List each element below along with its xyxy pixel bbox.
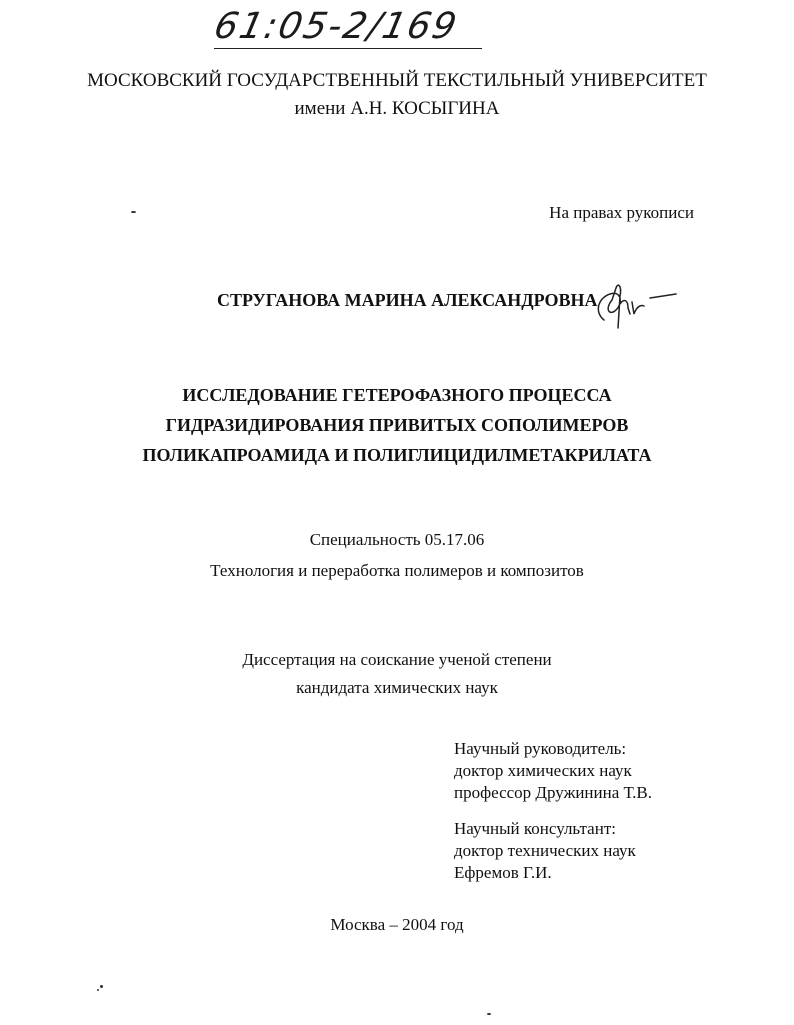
title-line: ПОЛИКАПРОАМИДА И ПОЛИГЛИЦИДИЛМЕТАКРИЛАТА (142, 445, 652, 465)
title-line: ГИДРАЗИДИРОВАНИЯ ПРИВИТЫХ СОПОЛИМЕРОВ (165, 415, 629, 435)
consultant-block (454, 818, 636, 884)
supervisor-degree: доктор химических наук (454, 761, 632, 780)
manuscript-rights-note: На правах рукописи (549, 203, 694, 222)
stamp-underline (214, 48, 482, 49)
supervisor-name: профессор Дружинина Т.В. (454, 783, 653, 802)
university-name-line2: имени А.Н. КОСЫГИНА (294, 98, 500, 119)
consultant-role: Научный консультант: (454, 819, 616, 838)
consultant-degree: доктор технических наук (454, 841, 636, 860)
dissertation-title (0, 380, 794, 470)
supervisor-role: Научный руководитель: (454, 739, 627, 758)
handwritten-stamp: 61:05-2/169 (210, 6, 462, 47)
place-and-year: Москва – 2004 год (330, 915, 464, 934)
consultant-name: Ефремов Г.И. (454, 863, 552, 882)
signature-icon (590, 280, 680, 340)
scan-speck (487, 1013, 491, 1015)
title-line: ИССЛЕДОВАНИЕ ГЕТЕРОФАЗНОГО ПРОЦЕССА (182, 385, 612, 405)
supervisor-block (454, 738, 652, 804)
degree-name: кандидата химических наук (296, 678, 498, 697)
scan-speck (131, 211, 136, 213)
degree-statement: Диссертация на соискание ученой степени (242, 650, 552, 669)
author-name: СТРУГАНОВА МАРИНА АЛЕКСАНДРОВНА (217, 290, 598, 310)
specialty-name: Технология и переработка полимеров и композитов (210, 561, 584, 580)
university-name: МОСКОВСКИЙ ГОСУДАРСТВЕННЫЙ ТЕКСТИЛЬНЫЙ УНИВЕРСИТЕТ (87, 70, 707, 91)
scan-speck (97, 989, 99, 991)
scan-speck (100, 985, 103, 988)
specialty-code: Специальность 05.17.06 (309, 530, 485, 549)
